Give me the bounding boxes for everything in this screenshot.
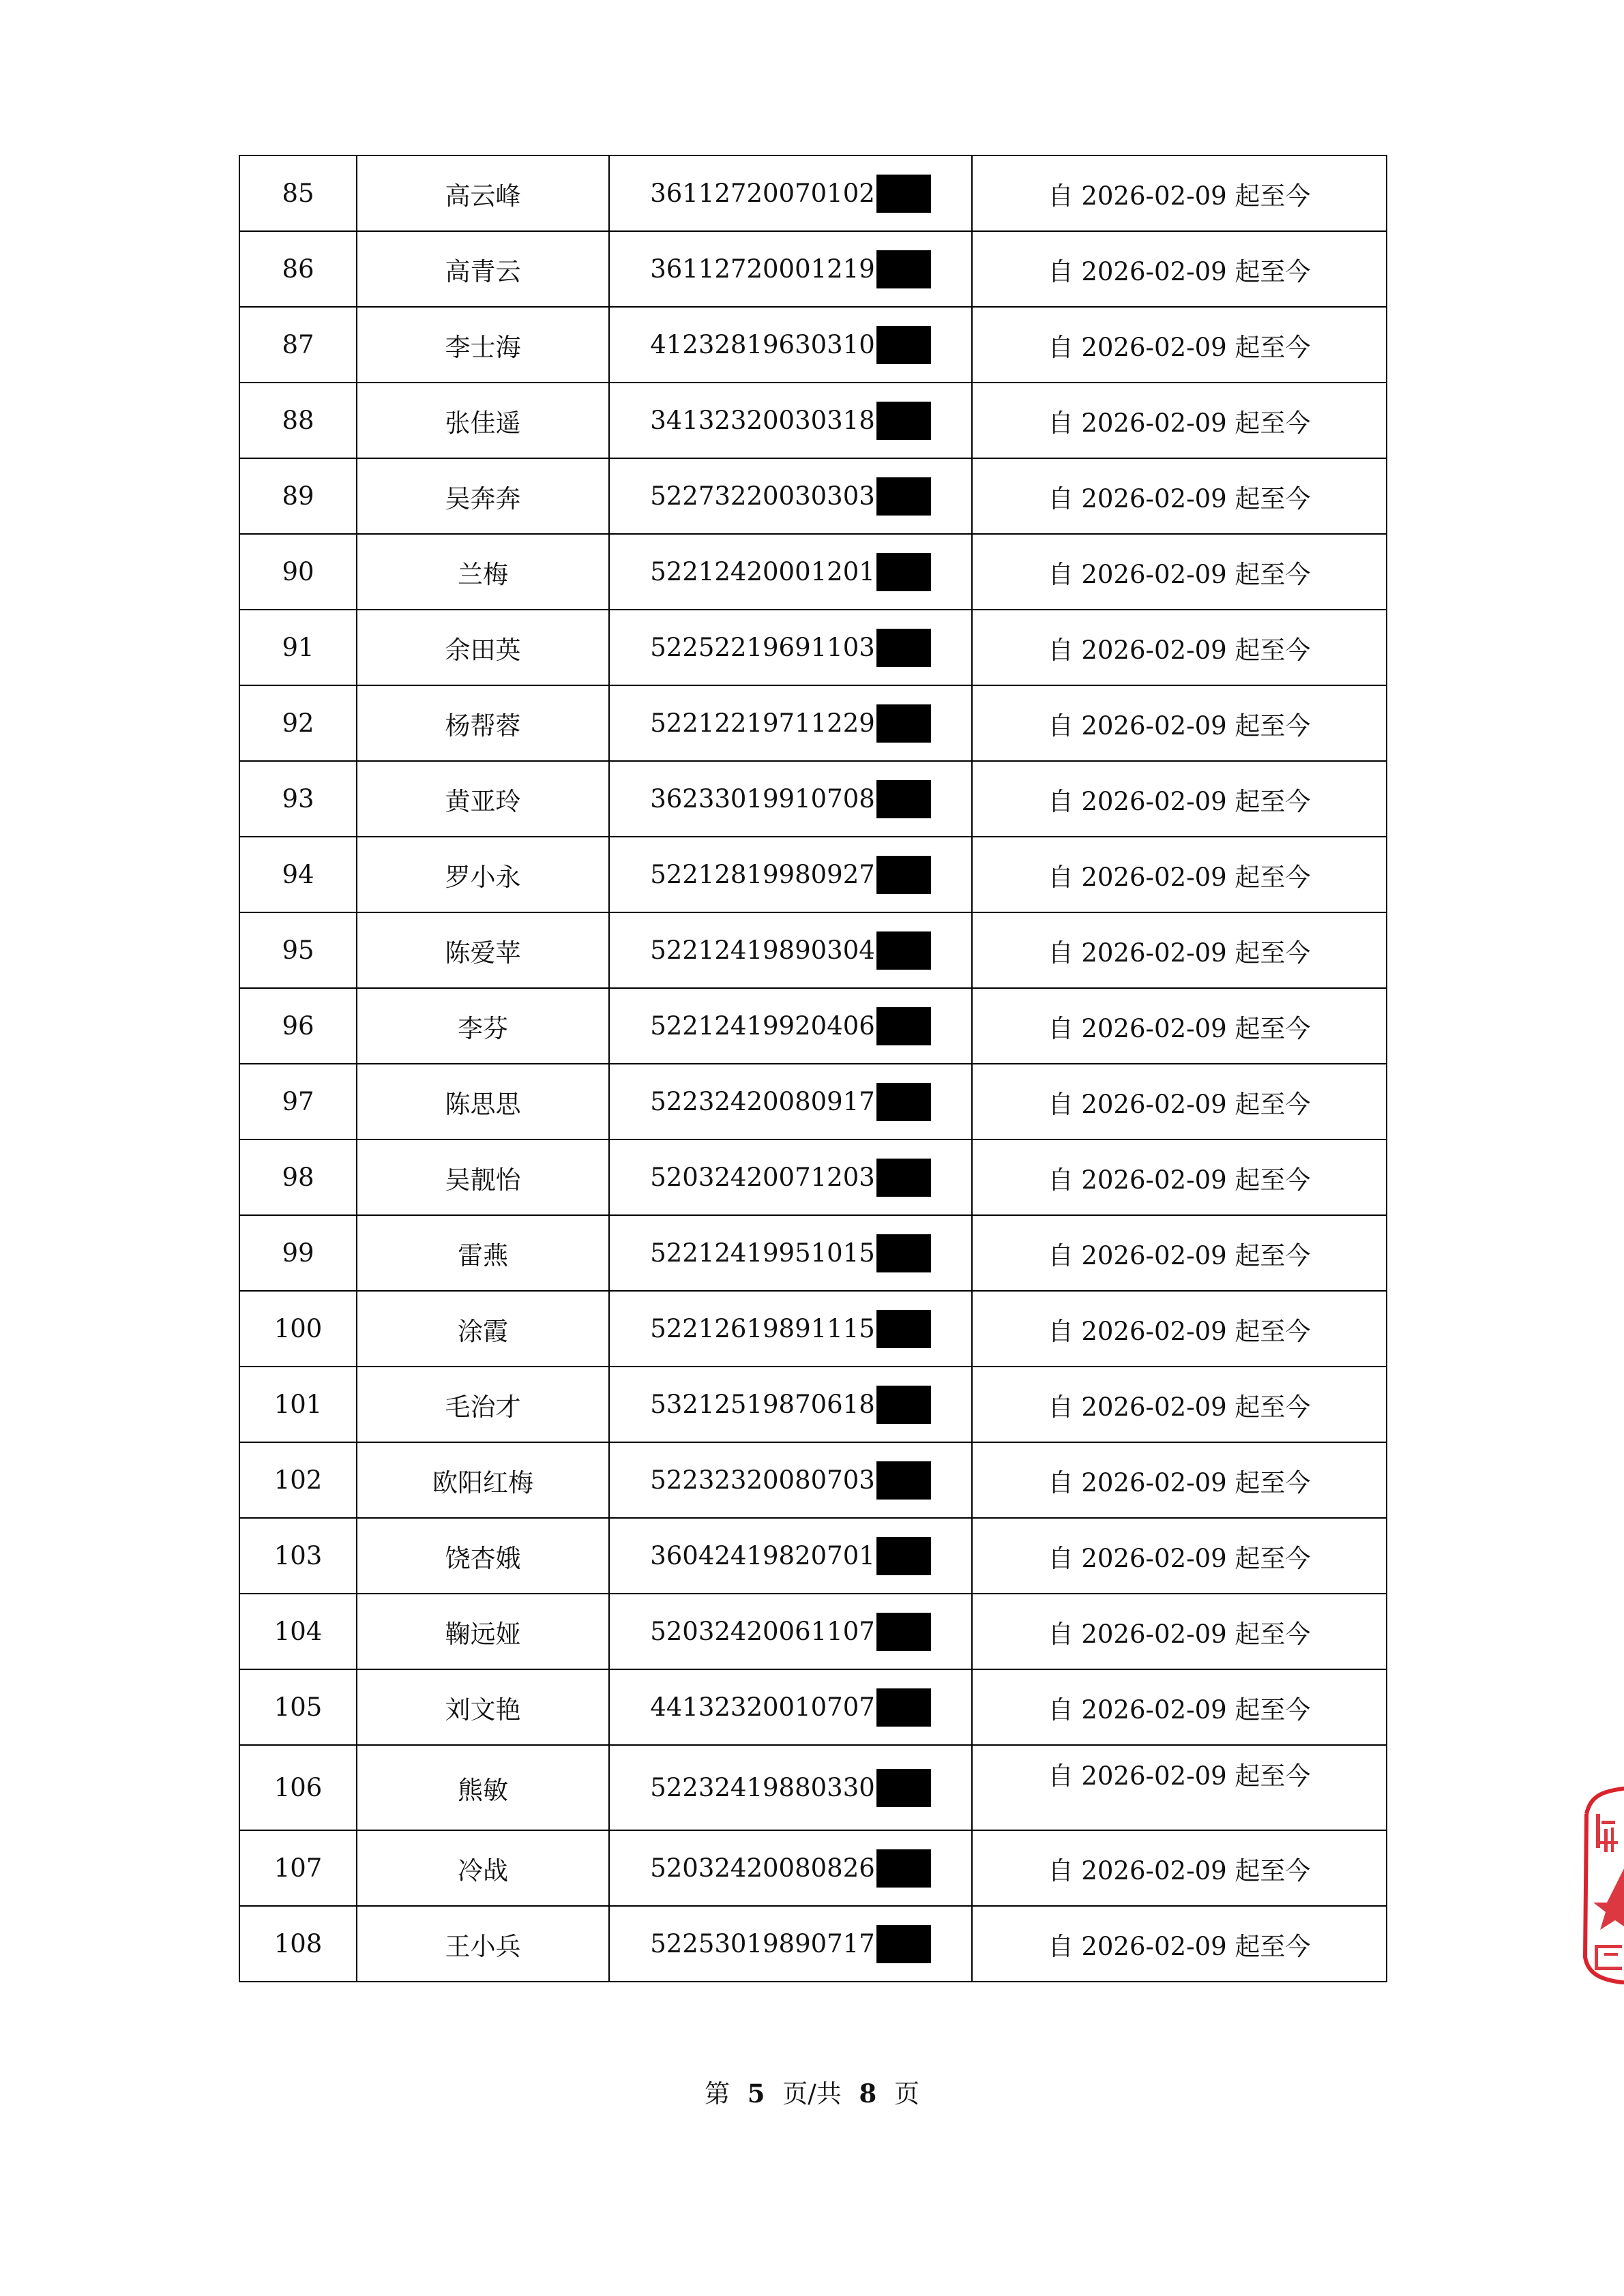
person-name: 毛治才 xyxy=(357,1367,609,1442)
period: 自 2026-02-09 起至今 xyxy=(972,837,1387,912)
footer-middle: 页/共 xyxy=(782,2079,842,2108)
person-name: 王小兵 xyxy=(357,1906,609,1982)
period: 自 2026-02-09 起至今 xyxy=(972,1518,1387,1594)
id-number xyxy=(650,1386,931,1424)
person-name: 张佳遥 xyxy=(357,383,609,458)
redaction-block xyxy=(876,1083,931,1121)
person-name: 李士海 xyxy=(357,307,609,383)
id-number xyxy=(650,1925,931,1963)
row-number: 85 xyxy=(239,155,357,231)
row-number: 89 xyxy=(239,458,357,534)
id-number xyxy=(650,1007,931,1045)
person-name: 欧阳红梅 xyxy=(357,1442,609,1518)
table-row xyxy=(239,383,1387,458)
id-number xyxy=(650,1234,931,1272)
id-number xyxy=(650,175,931,213)
id-number-visible-part: 52212619891115 xyxy=(650,1314,875,1343)
id-number xyxy=(650,553,931,591)
person-name: 高云峰 xyxy=(357,155,609,231)
id-number-visible-part: 52232420080917 xyxy=(650,1087,875,1116)
table-row xyxy=(239,1830,1387,1906)
id-number-cell xyxy=(609,912,972,988)
row-number: 101 xyxy=(239,1367,357,1442)
footer-page-number: 5 xyxy=(747,2078,765,2108)
redaction-block xyxy=(876,1159,931,1197)
table-row xyxy=(239,988,1387,1064)
id-number xyxy=(650,780,931,818)
period: 自 2026-02-09 起至今 xyxy=(972,912,1387,988)
period: 自 2026-02-09 起至今 xyxy=(972,1064,1387,1139)
table-row xyxy=(239,1669,1387,1745)
id-number-cell xyxy=(609,1830,972,1906)
table-row xyxy=(239,155,1387,231)
footer-suffix: 页 xyxy=(894,2079,920,2108)
id-number xyxy=(650,1310,931,1348)
id-number-visible-part: 52032420080826 xyxy=(650,1853,875,1883)
id-number xyxy=(650,1688,931,1727)
id-number-cell xyxy=(609,1594,972,1669)
id-number xyxy=(650,629,931,667)
period: 自 2026-02-09 起至今 xyxy=(972,1291,1387,1367)
id-number-cell xyxy=(609,383,972,458)
id-number-cell xyxy=(609,1518,972,1594)
id-number-cell xyxy=(609,761,972,837)
row-number: 91 xyxy=(239,610,357,685)
table-row xyxy=(239,912,1387,988)
person-name: 陈爱苹 xyxy=(357,912,609,988)
row-number: 93 xyxy=(239,761,357,837)
id-number-visible-part: 52212420001201 xyxy=(650,557,875,586)
person-name: 鞠远娅 xyxy=(357,1594,609,1669)
id-number-cell xyxy=(609,458,972,534)
id-number-visible-part: 52212819980927 xyxy=(650,860,875,889)
table-row xyxy=(239,610,1387,685)
id-number-cell xyxy=(609,1215,972,1291)
redaction-block xyxy=(876,1310,931,1348)
id-number-cell xyxy=(609,155,972,231)
redaction-block xyxy=(876,931,931,970)
redaction-block xyxy=(876,629,931,667)
row-number: 104 xyxy=(239,1594,357,1669)
id-number xyxy=(650,1083,931,1121)
id-number-cell xyxy=(609,1906,972,1982)
row-number: 103 xyxy=(239,1518,357,1594)
redaction-block xyxy=(876,780,931,818)
table-row xyxy=(239,534,1387,610)
table-row xyxy=(239,458,1387,534)
period: 自 2026-02-09 起至今 xyxy=(972,1594,1387,1669)
person-name: 杨帮蓉 xyxy=(357,685,609,761)
person-name: 吴靓怡 xyxy=(357,1139,609,1215)
person-name: 冷战 xyxy=(357,1830,609,1906)
id-number-cell xyxy=(609,1064,972,1139)
table-row xyxy=(239,1594,1387,1669)
table-row xyxy=(239,307,1387,383)
id-number-visible-part: 53212519870618 xyxy=(650,1390,875,1419)
id-number-visible-part: 52253019890717 xyxy=(650,1929,875,1958)
id-number xyxy=(650,1159,931,1197)
id-number-cell xyxy=(609,1442,972,1518)
id-number-visible-part: 34132320030318 xyxy=(650,406,875,435)
redaction-block xyxy=(876,175,931,213)
table-row xyxy=(239,761,1387,837)
redaction-block xyxy=(876,402,931,440)
person-name: 陈思思 xyxy=(357,1064,609,1139)
row-number: 99 xyxy=(239,1215,357,1291)
period: 自 2026-02-09 起至今 xyxy=(972,1830,1387,1906)
period: 自 2026-02-09 起至今 xyxy=(972,1215,1387,1291)
row-number: 87 xyxy=(239,307,357,383)
row-number: 88 xyxy=(239,383,357,458)
roster-body xyxy=(239,155,1387,1982)
redaction-block xyxy=(876,1461,931,1500)
redaction-block xyxy=(876,1613,931,1651)
period: 自 2026-02-09 起至今 xyxy=(972,1139,1387,1215)
id-number-visible-part: 44132320010707 xyxy=(650,1693,875,1722)
person-name: 刘文艳 xyxy=(357,1669,609,1745)
id-number xyxy=(650,1537,931,1575)
table-row xyxy=(239,231,1387,307)
table-row xyxy=(239,1064,1387,1139)
person-name: 饶杏娥 xyxy=(357,1518,609,1594)
table-row xyxy=(239,1291,1387,1367)
redaction-block xyxy=(876,477,931,516)
row-number: 97 xyxy=(239,1064,357,1139)
period: 自 2026-02-09 起至今 xyxy=(972,383,1387,458)
redaction-block xyxy=(876,250,931,288)
period: 自 2026-02-09 起至今 xyxy=(972,307,1387,383)
id-number-cell xyxy=(609,307,972,383)
person-name: 余田英 xyxy=(357,610,609,685)
period: 自 2026-02-09 起至今 xyxy=(972,988,1387,1064)
period: 自 2026-02-09 起至今 xyxy=(972,1669,1387,1745)
id-number-visible-part: 52212419890304 xyxy=(650,936,875,965)
id-number-visible-part: 36112720070102 xyxy=(650,179,875,208)
id-number-visible-part: 52032420061107 xyxy=(650,1617,875,1646)
id-number-cell xyxy=(609,231,972,307)
row-number: 100 xyxy=(239,1291,357,1367)
id-number-cell xyxy=(609,1745,972,1830)
redaction-block xyxy=(876,1007,931,1045)
id-number xyxy=(650,326,931,364)
period: 自 2026-02-09 起至今 xyxy=(972,1745,1387,1830)
id-number-cell xyxy=(609,1139,972,1215)
table-row xyxy=(239,685,1387,761)
redaction-block xyxy=(876,1537,931,1575)
period: 自 2026-02-09 起至今 xyxy=(972,458,1387,534)
roster-table xyxy=(239,155,1387,1982)
id-number-visible-part: 41232819630310 xyxy=(650,330,875,359)
redaction-block xyxy=(876,326,931,364)
id-number-visible-part: 52252219691103 xyxy=(650,633,875,662)
redaction-block xyxy=(876,1849,931,1888)
id-number xyxy=(650,856,931,894)
period: 自 2026-02-09 起至今 xyxy=(972,761,1387,837)
id-number xyxy=(650,1613,931,1651)
period: 自 2026-02-09 起至今 xyxy=(972,1367,1387,1442)
row-number: 106 xyxy=(239,1745,357,1830)
period: 自 2026-02-09 起至今 xyxy=(972,1442,1387,1518)
period: 自 2026-02-09 起至今 xyxy=(972,1906,1387,1982)
table-row xyxy=(239,1442,1387,1518)
id-number-cell xyxy=(609,685,972,761)
id-number xyxy=(650,250,931,288)
person-name: 罗小永 xyxy=(357,837,609,912)
page-footer xyxy=(0,2073,1624,2110)
red-seal-stamp xyxy=(1581,1787,1624,1984)
row-number: 108 xyxy=(239,1906,357,1982)
footer-prefix: 第 xyxy=(704,2079,730,2108)
person-name: 李芬 xyxy=(357,988,609,1064)
row-number: 96 xyxy=(239,988,357,1064)
id-number xyxy=(650,402,931,440)
id-number-cell xyxy=(609,988,972,1064)
id-number-visible-part: 52232419880330 xyxy=(650,1773,875,1802)
row-number: 102 xyxy=(239,1442,357,1518)
table-row xyxy=(239,1367,1387,1442)
id-number-visible-part: 52212419951015 xyxy=(650,1238,875,1268)
row-number: 86 xyxy=(239,231,357,307)
id-number xyxy=(650,931,931,970)
table-row xyxy=(239,1215,1387,1291)
redaction-block xyxy=(876,1925,931,1963)
redaction-block xyxy=(876,1386,931,1424)
table-row xyxy=(239,1906,1387,1982)
id-number-cell xyxy=(609,1669,972,1745)
id-number xyxy=(650,1461,931,1500)
person-name: 黄亚玲 xyxy=(357,761,609,837)
id-number-cell xyxy=(609,837,972,912)
row-number: 92 xyxy=(239,685,357,761)
table-row xyxy=(239,1745,1387,1830)
table-row xyxy=(239,1518,1387,1594)
redaction-block xyxy=(876,856,931,894)
row-number: 98 xyxy=(239,1139,357,1215)
redaction-block xyxy=(876,704,931,743)
row-number: 105 xyxy=(239,1669,357,1745)
redaction-block xyxy=(876,1688,931,1727)
period: 自 2026-02-09 起至今 xyxy=(972,685,1387,761)
id-number-cell xyxy=(609,534,972,610)
row-number: 95 xyxy=(239,912,357,988)
id-number-visible-part: 52032420071203 xyxy=(650,1163,875,1192)
period: 自 2026-02-09 起至今 xyxy=(972,231,1387,307)
redaction-block xyxy=(876,1769,931,1807)
id-number-visible-part: 36042419820701 xyxy=(650,1541,875,1570)
table-row xyxy=(239,1139,1387,1215)
row-number: 90 xyxy=(239,534,357,610)
person-name: 涂霞 xyxy=(357,1291,609,1367)
id-number-visible-part: 52273220030303 xyxy=(650,481,875,511)
person-name: 雷燕 xyxy=(357,1215,609,1291)
person-name: 高青云 xyxy=(357,231,609,307)
id-number-visible-part: 36233019910708 xyxy=(650,784,875,814)
person-name: 吴奔奔 xyxy=(357,458,609,534)
id-number-cell xyxy=(609,1291,972,1367)
person-name: 熊敏 xyxy=(357,1745,609,1830)
id-number xyxy=(650,1849,931,1888)
id-number-visible-part: 52212219711229 xyxy=(650,709,875,738)
row-number: 94 xyxy=(239,837,357,912)
id-number-cell xyxy=(609,1367,972,1442)
row-number: 107 xyxy=(239,1830,357,1906)
redaction-block xyxy=(876,1234,931,1272)
id-number-visible-part: 52212419920406 xyxy=(650,1011,875,1041)
id-number-visible-part: 52232320080703 xyxy=(650,1465,875,1495)
id-number-visible-part: 36112720001219 xyxy=(650,254,875,284)
id-number xyxy=(650,1769,931,1807)
footer-total-pages: 8 xyxy=(859,2078,877,2108)
id-number-cell xyxy=(609,610,972,685)
id-number xyxy=(650,704,931,743)
period: 自 2026-02-09 起至今 xyxy=(972,610,1387,685)
redaction-block xyxy=(876,553,931,591)
period: 自 2026-02-09 起至今 xyxy=(972,155,1387,231)
period: 自 2026-02-09 起至今 xyxy=(972,534,1387,610)
table-row xyxy=(239,837,1387,912)
id-number xyxy=(650,477,931,516)
person-name: 兰梅 xyxy=(357,534,609,610)
